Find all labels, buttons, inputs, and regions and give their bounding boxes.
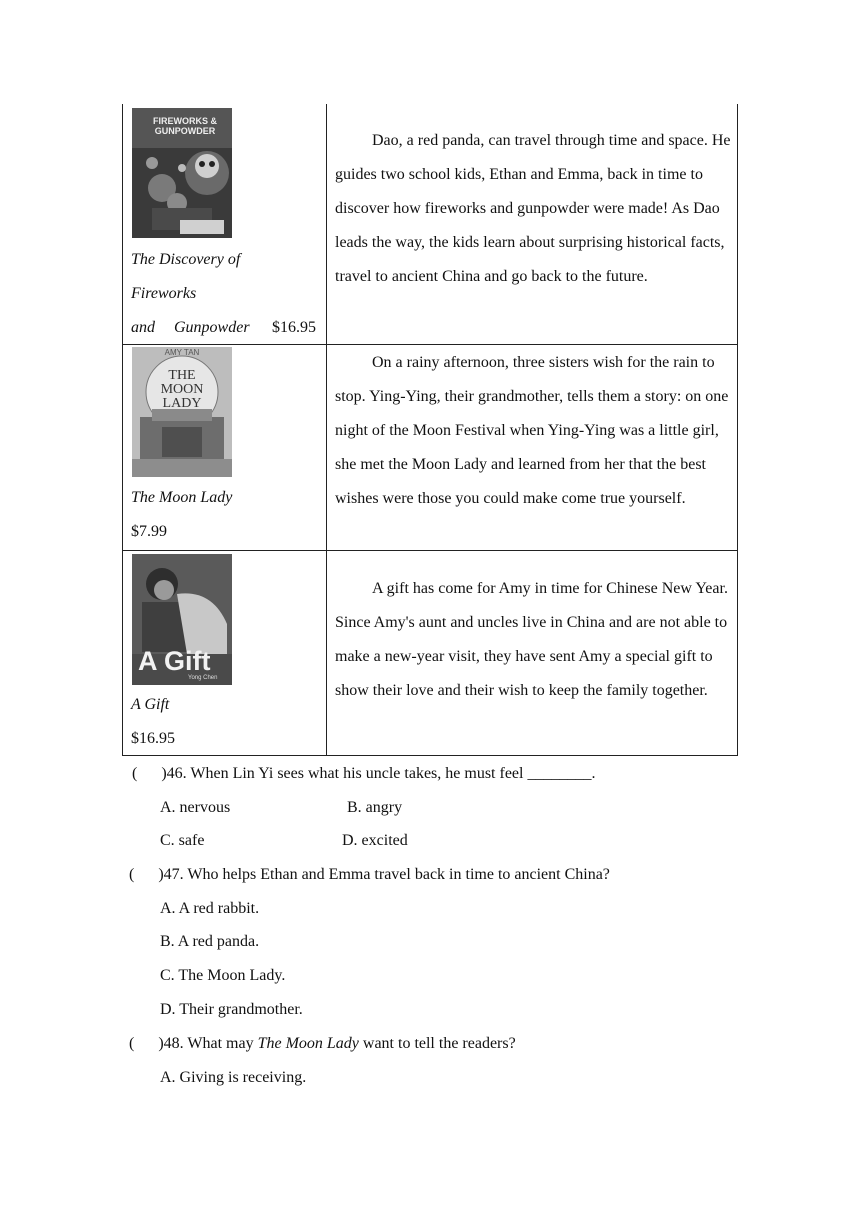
- a-gift-cover-title: A Gift: [138, 646, 211, 676]
- question-48-stem-end: want to tell the readers?: [358, 1035, 516, 1052]
- book-cover-fireworks: [132, 108, 232, 238]
- book-price: $16.95: [131, 730, 175, 747]
- option-46-b: B. angry: [347, 799, 403, 816]
- option-47-b: B. A red panda.: [160, 933, 260, 950]
- book-cover-moon-lady: [132, 347, 232, 477]
- book-cover-a-gift: [132, 554, 232, 685]
- moon-lady-cover-image: [132, 347, 232, 477]
- book-title-line: Fireworks: [131, 285, 197, 302]
- book-title-line: Gunpowder: [174, 319, 250, 336]
- book-description: A gift has come for Amy in time for Chinese New Year. Since Amy's aunt and uncles live in China and are not able to make a new-year visit, they have sent Amy a special gift to show their love and their wish to keep the family together.: [335, 580, 728, 699]
- book-description-cell: [327, 104, 738, 344]
- a-gift-cover-author: Yong Chen: [188, 675, 218, 681]
- book-row: [122, 104, 738, 345]
- moon-lady-cover-author: AMY TAN: [164, 348, 200, 357]
- book-info-cell: [122, 104, 327, 344]
- book-title-line: The Discovery of: [131, 251, 241, 268]
- option-46-a: A. nervous: [160, 799, 231, 816]
- book-row: [122, 345, 738, 551]
- question-48-stem-start: ( )48. What may: [129, 1035, 258, 1052]
- question-48-book-title: The Moon Lady: [257, 1035, 359, 1052]
- book-description: Dao, a red panda, can travel through time and space. He guides two school kids, Ethan and Emma, back in time to discover how fireworks and gunpowder were made! As Dao leads the way, the kids learn about surprising historical facts, travel to ancient China and go back to the future.: [335, 132, 731, 285]
- book-row: [122, 551, 738, 756]
- book-title-line: and: [131, 319, 155, 336]
- book-description: On a rainy afternoon, three sisters wish for the rain to stop. Ying-Ying, their grandmother, tells them a story: on one night of the Moon Festival when Ying-Ying was a little girl, she met the Moon Lady and learned from her that the best wishes were those you could make come true yourself.: [335, 354, 729, 507]
- book-title: A Gift: [131, 696, 170, 713]
- book-title: The Moon Lady: [131, 489, 233, 506]
- moon-lady-cover-title: THE MOON LADY: [160, 368, 204, 411]
- book-description-cell: [327, 345, 738, 550]
- book-info-cell: [122, 551, 327, 755]
- book-price: $16.95: [272, 319, 316, 336]
- question-46: ( )46. When Lin Yi sees what his uncle takes, he must feel ________.: [132, 765, 596, 782]
- option-47-d: D. Their grandmother.: [160, 1001, 303, 1018]
- option-47-a: A. A red rabbit.: [160, 900, 260, 917]
- option-46-d: D. excited: [342, 832, 408, 849]
- book-info-cell: [122, 345, 327, 550]
- book-description-cell: [327, 551, 738, 755]
- question-48: [129, 1034, 516, 1054]
- fireworks-cover-title: FIREWORKS & GUNPOWDER: [153, 116, 217, 136]
- option-46-c: C. safe: [160, 832, 205, 849]
- option-48-a: A. Giving is receiving.: [160, 1069, 307, 1086]
- question-47: ( )47. Who helps Ethan and Emma travel back in time to ancient China?: [129, 866, 610, 883]
- option-47-c: C. The Moon Lady.: [160, 967, 286, 984]
- book-price: $7.99: [131, 523, 167, 540]
